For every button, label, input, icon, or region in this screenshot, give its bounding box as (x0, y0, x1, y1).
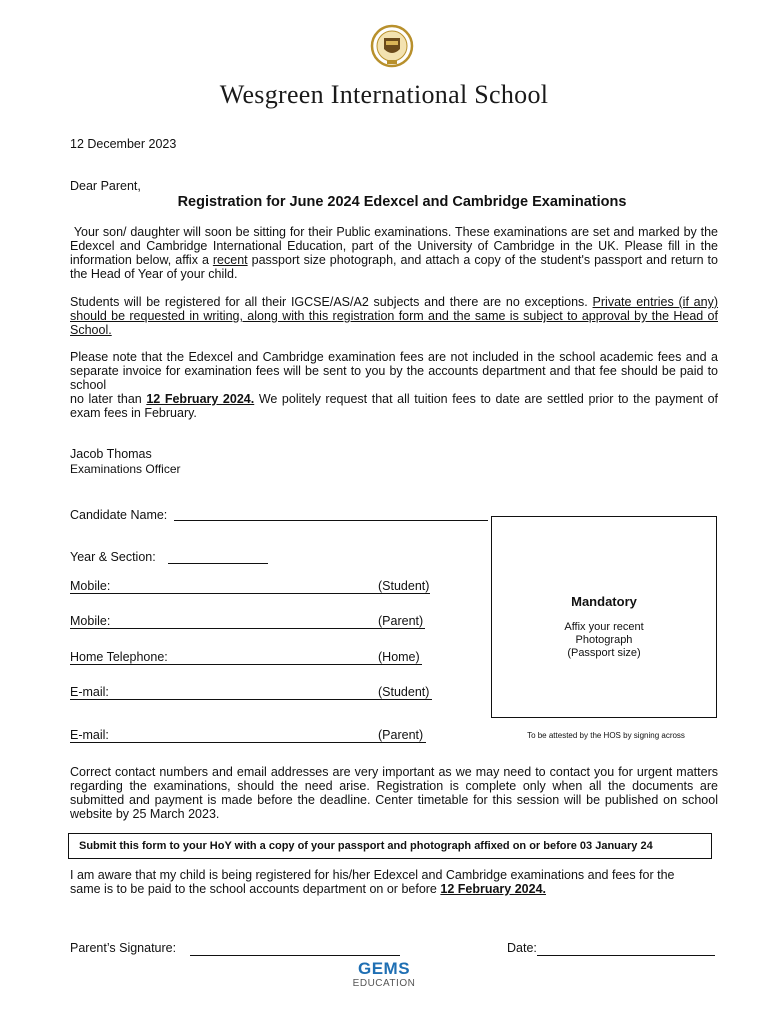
gems-logo-subtext: EDUCATION (352, 978, 416, 989)
gems-logo-text: GEMS (357, 959, 411, 978)
date-field[interactable] (537, 955, 715, 956)
attest-note: To be attested by the HOS by signing across (527, 731, 685, 740)
salutation: Dear Parent, (70, 179, 141, 193)
photo-box-line2: Photograph (575, 634, 633, 646)
gems-education-logo (348, 960, 420, 994)
mobile-student-suffix: (Student) (378, 579, 430, 593)
letter-date: 12 December 2023 (70, 137, 177, 151)
signatory-title: Examinations Officer (70, 462, 181, 476)
year-section-label: Year & Section: (70, 550, 156, 564)
email-parent-suffix: (Parent) (378, 728, 424, 742)
candidate-name-field[interactable] (174, 520, 488, 521)
parent-declaration: I am aware that my child is being registered for his/her Edexcel and Cambridge examinations and fees for the same is to be paid to the school accounts department on or before 12 February 2024. (70, 868, 675, 896)
photo-box[interactable] (491, 516, 717, 718)
home-telephone-label: Home Telephone: (70, 650, 168, 664)
home-telephone-suffix: (Home) (378, 650, 420, 664)
photo-box-line1: Affix your recent (564, 621, 644, 633)
letter-title: Registration for June 2024 Edexcel and Cambridge Examinations (177, 194, 627, 210)
email-student-label: E-mail: (70, 685, 109, 699)
school-crest-icon (370, 24, 414, 70)
email-parent-label: E-mail: (70, 728, 109, 742)
mobile-parent-suffix: (Parent) (378, 614, 424, 628)
school-name: Wesgreen International School (219, 80, 549, 109)
email-parent-field[interactable] (70, 742, 426, 743)
mobile-parent-label: Mobile: (70, 614, 111, 628)
date-label: Date: (507, 941, 537, 955)
paragraph-registration: Students will be registered for all their IGCSE/AS/A2 subjects and there are no exceptions. Private entries (if any) should be requested in writing, along with this registration form and the same is subject to approval by the Head of School. (70, 295, 718, 337)
mobile-student-label: Mobile: (70, 579, 111, 593)
email-student-suffix: (Student) (378, 685, 430, 699)
parent-signature-field[interactable] (190, 955, 400, 956)
paragraph-fees: Please note that the Edexcel and Cambridge examination fees are not included in the school academic fees and a separate invoice for examination fees will be sent to you by the accounts department and that fee should be paid to school no later than 12 February 2024. We politely request that all tuition fees to date are settled prior to the payment of exam fees in February. (70, 350, 719, 420)
year-section-field[interactable] (168, 563, 268, 564)
parent-signature-label: Parent’s Signature: (70, 941, 177, 955)
home-telephone-field[interactable] (70, 664, 422, 665)
paragraph-intro: Your son/ daughter will soon be sitting for their Public examinations. These examinations are set and marked by the Edexcel and Cambridge International Education, part of the University of Cambridge in the UK. Please fill in the information below, affix a recent passport size photograph, and attach a copy of the student's passport and return to the Head of Year of your child. (70, 225, 718, 281)
submit-instruction-box: Submit this form to your HoY with a copy of your passport and photograph affixed on or before 03 January 24 (68, 833, 712, 859)
photo-box-line3: (Passport size) (567, 647, 641, 659)
mobile-parent-field[interactable] (70, 628, 425, 629)
email-student-field[interactable] (70, 699, 432, 700)
signatory-name: Jacob Thomas (70, 447, 152, 461)
contact-notice: Correct contact numbers and email addresses are very important as we may need to contact you for urgent matters regarding the examinations, should the need arise. Registration is complete only when all the documents are submitted and payment is made before the deadline. Center timetable for this session will be published on school website by 25 March 2023. (70, 765, 718, 821)
candidate-name-label: Candidate Name: (70, 508, 168, 522)
photo-box-heading: Mandatory (571, 594, 637, 609)
mobile-student-field[interactable] (70, 593, 430, 594)
